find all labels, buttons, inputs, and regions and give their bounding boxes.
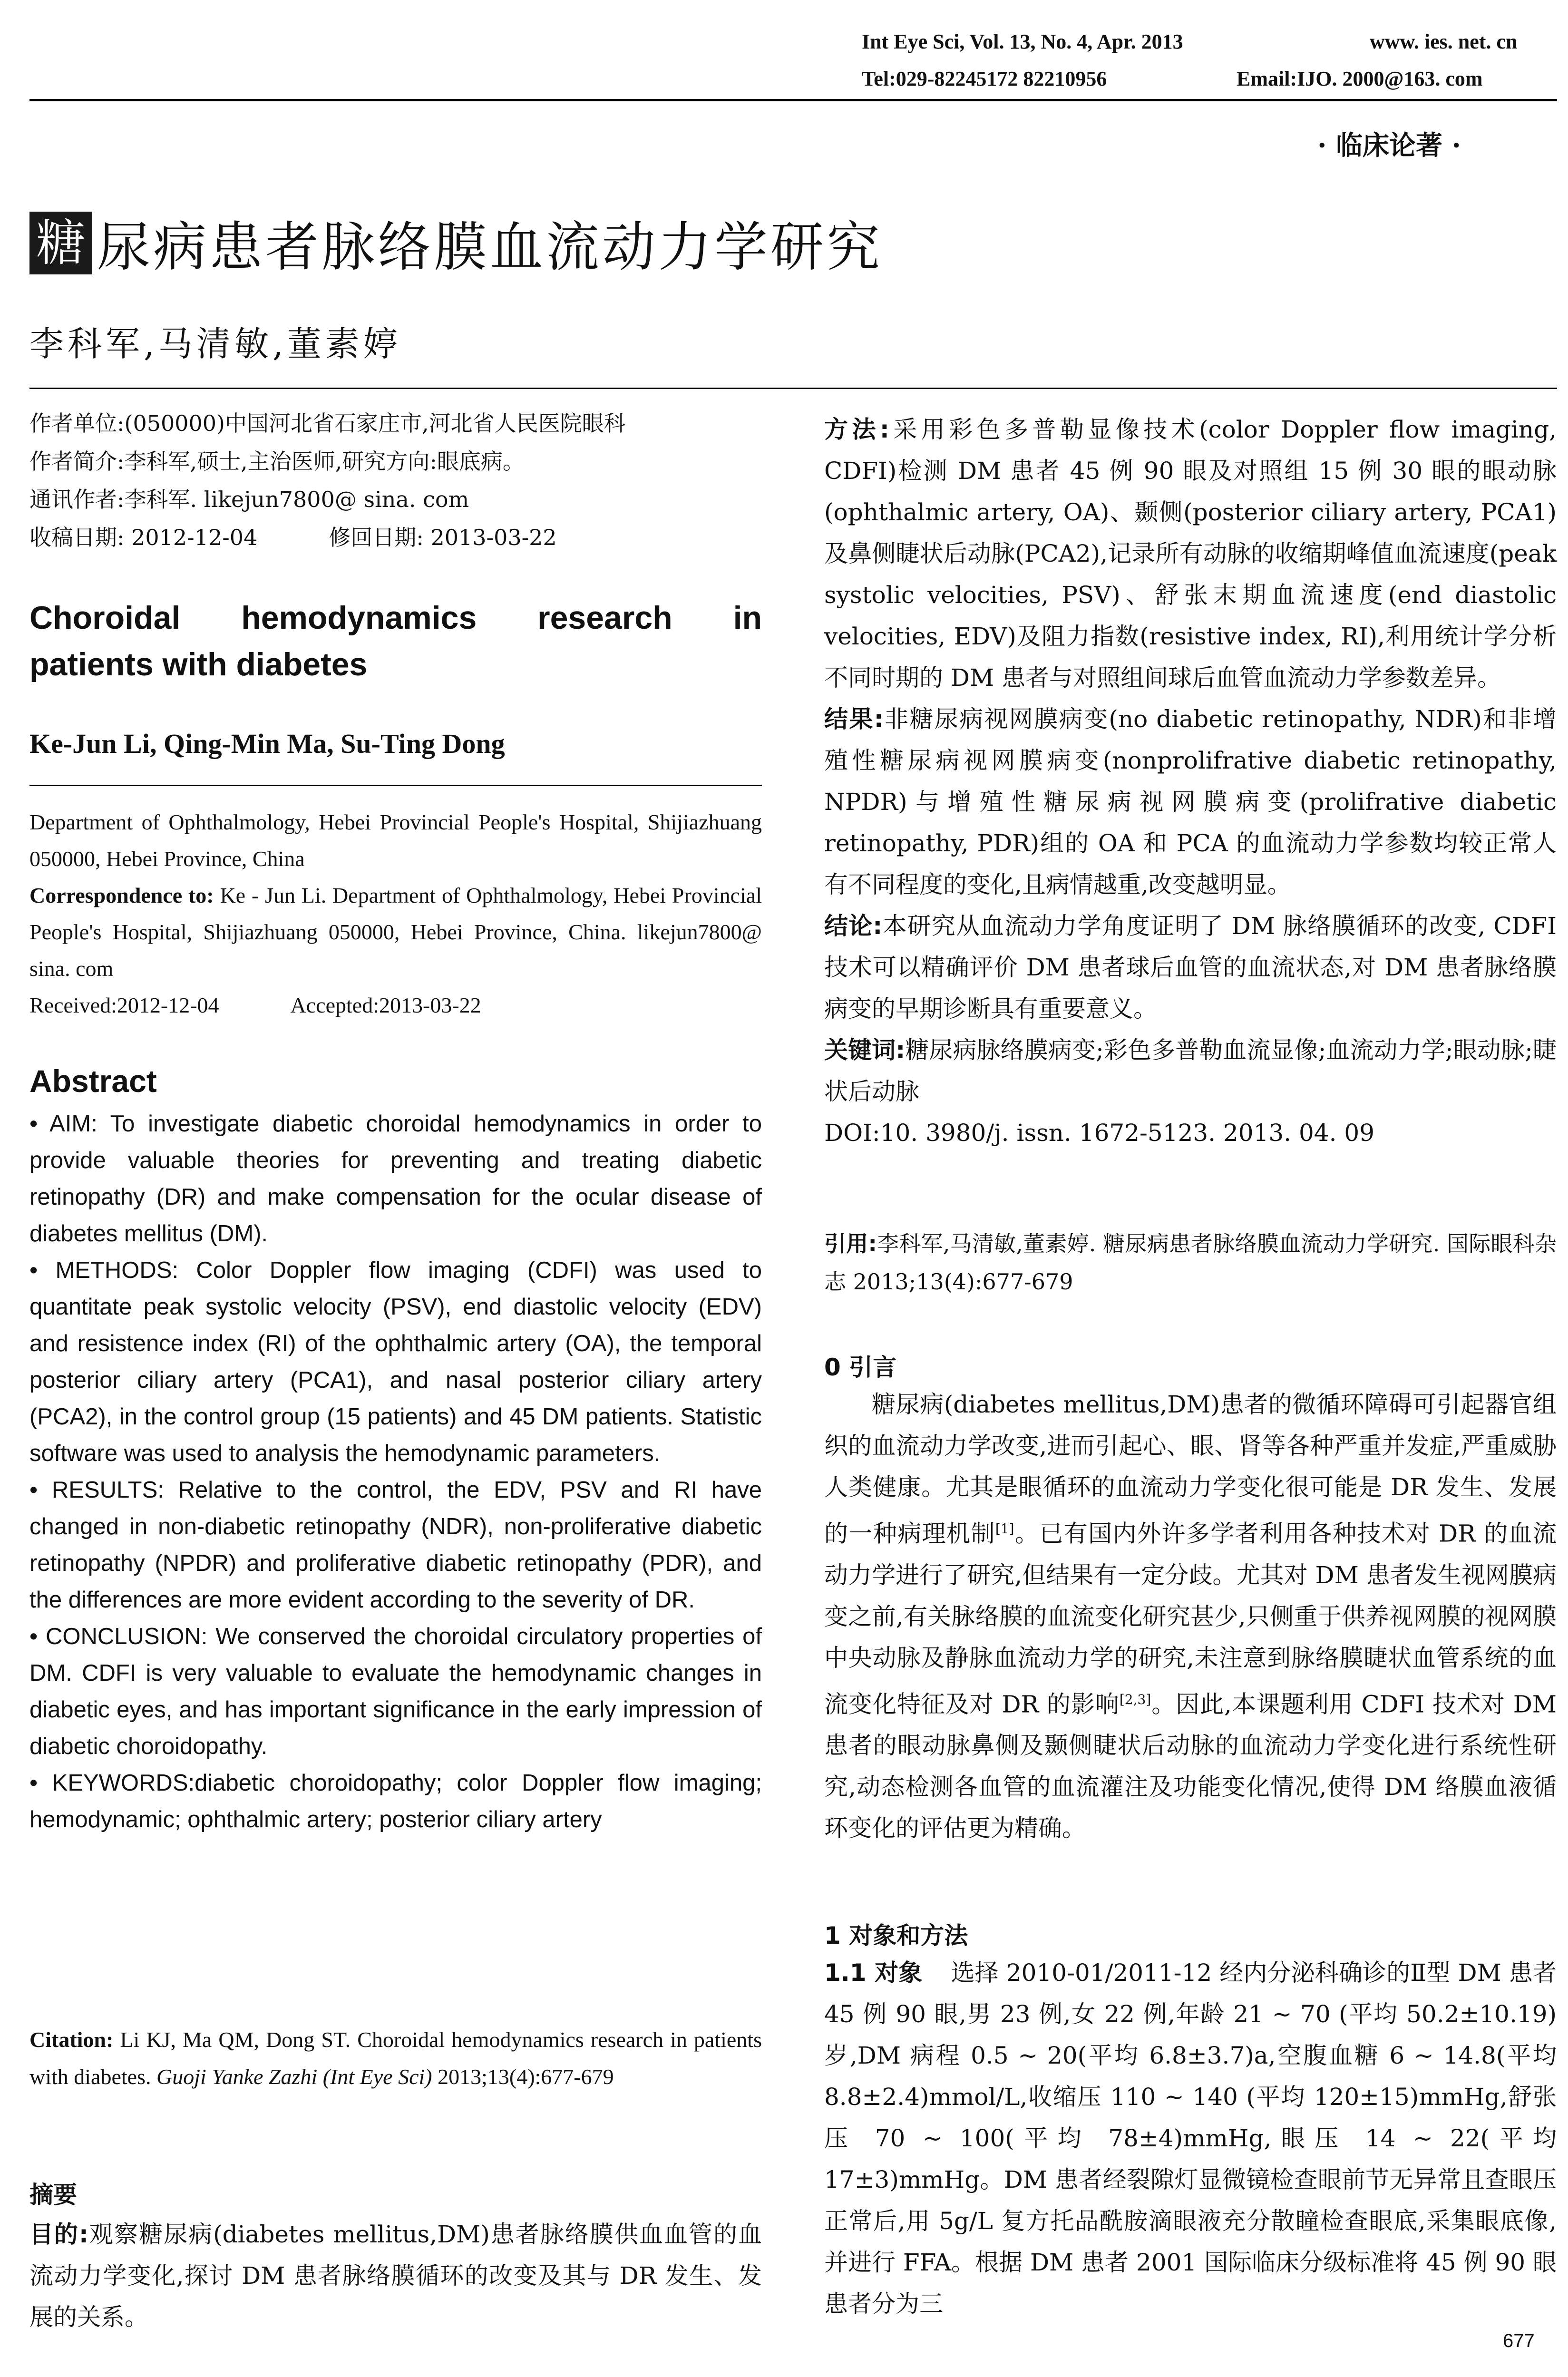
cn-result-label: 结果: [824, 705, 884, 733]
cn-conclusion [824, 906, 1557, 1030]
intro-p1: 糖尿病(diabetes mellitus,DM)患者的微循环障碍可引起器官组织的血流动力学改变,进而引起心、眼、肾等各种严重并发症,严重威胁人类健康。尤其是眼循环的血流动力学变化很可能是 DR 发生、发展的一种病理机制 [824, 1391, 1557, 1548]
citation-en [29, 2021, 762, 2095]
intro-ref2: [2,3] [1119, 1691, 1151, 1707]
cn-conclusion-label: 结论: [824, 912, 883, 940]
dates-en [29, 987, 762, 1023]
abstract-methods [29, 1252, 762, 1472]
meta-unit: 作者单位:(050000)中国河北省石家庄市,河北省人民医院眼科 [29, 410, 626, 436]
meta-contact: 通讯作者:李科军. likejun7800@ sina. com [29, 487, 469, 512]
methods-body [824, 1952, 1557, 2325]
cn-result-text: 非糖尿病视网膜病变(no diabetic retinopathy, NDR)和非增殖性糖尿病视网膜病变(nonprolifrative diabetic retinopathy, NPDR)与增殖性糖尿病视网膜病变(prolifrative diabetic retinopathy, PDR)组的 OA 和 PCA 的血流动力学参数均较正常人有不同程度的变化,且病情越重,改变越明显。 [824, 705, 1557, 898]
intro-body [824, 1384, 1557, 1849]
cn-keywords-text: 糖尿病脉络膜病变;彩色多普勒血流显像;血流动力学;眼动脉;睫状后动脉 [824, 1036, 1557, 1105]
doi: DOI:10. 3980/j. issn. 1672-5123. 2013. 04. 09 [824, 1119, 1375, 1147]
title-text: 尿病患者脉络膜血流动力学研究 [97, 216, 883, 278]
methods-subjects [824, 1952, 1557, 2325]
accepted-en: Accepted:2013-03-22 [290, 993, 481, 1017]
cn-conclusion-text: 本研究从血流动力学角度证明了 DM 脉络膜循环的改变, CDFI 技术可以精确评价 DM 患者球后血管的血流状态,对 DM 患者脉络膜病变的早期诊断具有重要意义。 [824, 912, 1557, 1023]
correspondence [29, 877, 762, 987]
keywords-text: diabetic choroidopathy; color Doppler flow imaging; hemodynamic; ophthalmic artery; posterior ciliary artery [29, 1770, 762, 1832]
citation-journal: Guoji Yanke Zazhi (Int Eye Sci) [156, 2065, 432, 2089]
title-rule [29, 388, 1557, 389]
conclusion-text: We conserved the choroidal circulatory properties of DM. CDFI is very valuable to evaluate the hemodynamic changes in diabetic eyes, and has important significance in the early impression of diabetic choroidopathy. [29, 1624, 762, 1759]
cn-result [824, 699, 1557, 906]
article-category: · 临床论著 · [1317, 130, 1461, 161]
meta-dates [29, 518, 762, 556]
methods-label: • METHODS: [29, 1257, 179, 1283]
author-rule [29, 785, 762, 786]
keywords-label: • KEYWORDS: [29, 1770, 195, 1796]
cn-keywords-label: 关键词: [824, 1036, 906, 1064]
aim-label: • AIM: [29, 1111, 97, 1137]
english-title [29, 594, 762, 688]
citation-text1: Li KJ, Ma QM, Dong ST. Choroidal hemodynamics research in patients with diabetes. [29, 2027, 762, 2089]
english-title-line2: patients with diabetes [29, 646, 368, 682]
intro-p2: 。已有国内外许多学者利用各种技术对 DR 的血流动力学进行了研究,但结果有一定分歧。尤其对 DM 患者发生视网膜病变之前,有关脉络膜的血流变化研究甚少,只侧重于供养视网膜的视网膜中央动脉及静脉血流动力学的研究,未注意到脉络膜睫状血管系统的血流变化特征及对 DR 的影响 [824, 1520, 1557, 1718]
cn-citation-text: 李科军,马清敏,董素婷. 糖尿病患者脉络膜血流动力学研究. 国际眼科杂志 2013;13(4):677-679 [824, 1231, 1557, 1295]
authors-cn: 李科军,马清敏,董素婷 [29, 324, 401, 364]
abstract-heading: Abstract [29, 1063, 157, 1099]
journal-email: Email:IJO. 2000@163. com [1237, 67, 1483, 90]
english-title-line1: Choroidal hemodynamics research in [29, 600, 762, 636]
affiliation-block [29, 804, 762, 1023]
english-authors: Ke-Jun Li, Qing-Min Ma, Su-Ting Dong [29, 728, 505, 759]
cn-keywords [824, 1030, 1557, 1112]
abstract-keywords [29, 1765, 762, 1838]
methods-heading: 1 对象和方法 [824, 1922, 968, 1949]
article-title [29, 205, 883, 281]
header-rule [29, 99, 1557, 101]
abstract-results [29, 1472, 762, 1618]
results-text: Relative to the control, the EDV, PSV and RI have changed in non-diabetic retinopathy (NDR), non-proliferative diabetic retinopathy (NPDR) and proliferative diabetic retinopathy (PDR), and the differences are more evident according to the severity of DR. [29, 1477, 762, 1613]
methods-text: 选择 2010-01/2011-12 经内分泌科确诊的Ⅱ型 DM 患者 45 例 90 眼,男 23 例,女 22 例,年龄 21 ~ 70 (平均 50.2±10.19)岁,DM 病程 0.5 ~ 20(平均 6.8±3.7)a,空腹血糖 6 ~ 14.8(平均 8.8±2.4)mmol/L,收缩压 110 ~ 140 (平均 120±15)mmHg,舒张压 70 ~ 100(平均 78±4)mmHg,眼压 14 ~ 22(平均 17±3)mmHg。DM 患者经裂隙灯显微镜检查眼前节无异常且查眼压正常后,用 5g/L 复方托品酰胺滴眼液充分散瞳检查眼底,采集眼底像,并进行 FFA。根据 DM 患者 2001 国际临床分级标准将 45 例 90 眼患者分为三 [824, 1959, 1557, 2318]
results-label: • RESULTS: [29, 1477, 164, 1503]
journal-website: www. ies. net. cn [1370, 30, 1518, 53]
intro-heading: 0 引言 [824, 1354, 897, 1381]
meta-intro: 作者简介:李科军,硕士,主治医师,研究方向:眼底病。 [29, 448, 525, 474]
citation-label: Citation: [29, 2027, 114, 2052]
cn-method-text: 采用彩色多普勒显像技术(color Doppler flow imaging, CDFI)检测 DM 患者 45 例 90 眼及对照组 15 例 30 眼的眼动脉(ophthalmic artery, OA)、颞侧(posterior ciliary artery, PCA1)及鼻侧睫状后动脉(PCA2),记录所有动脉的收缩期峰值血流速度(peak systolic velocities, PSV)、舒张末期血流速度(end diastolic velocities, EDV)及阻力指数(resistive index, RI),利用统计学分析不同时期的 DM 患者与对照组间球后血管血流动力学参数差异。 [824, 416, 1557, 692]
abstract-conclusion [29, 1618, 762, 1765]
cn-citation [824, 1225, 1557, 1301]
cn-citation-label: 引用: [824, 1231, 877, 1257]
cn-method [824, 409, 1557, 699]
meta-cn [29, 404, 762, 556]
intro-paragraph [824, 1384, 1557, 1849]
cn-aim-label: 目的: [29, 2221, 89, 2248]
received-en: Received:2012-12-04 [29, 993, 219, 1017]
aim-text: To investigate diabetic choroidal hemodynamics in order to provide valuable theories for preventing and treating diabetic retinopathy (DR) and make compensation for the ocular disease of diabetes mellitus (DM). [29, 1111, 762, 1247]
methods-text: Color Doppler flow imaging (CDFI) was used to quantitate peak systolic velocity (PSV), end diastolic velocity (EDV) and resistence index (RI) of the ophthalmic artery (OA), the temporal posterior ciliary artery (PCA1), and nasal posterior ciliary artery (PCA2), in the control group (15 patients) and 45 DM patients. Statistic software was used to analysis the hemodynamic parameters. [29, 1257, 762, 1466]
correspondence-label: Correspondence to: [29, 883, 214, 907]
page-number: 677 [1503, 2330, 1535, 2351]
correspondence-text: Ke - Jun Li. Department of Ophthalmology, Hebei Provincial People's Hospital, Shijiazhuang 050000, Hebei Province, China. likejun7800@ sina. com [29, 883, 762, 981]
meta-revised: 修回日期: 2013-03-22 [329, 525, 557, 550]
journal-line: Int Eye Sci, Vol. 13, No. 4, Apr. 2013 [862, 30, 1183, 53]
abstract-body [29, 1106, 762, 1838]
title-first-char: 糖 [29, 212, 92, 274]
cn-aim-text: 观察糖尿病(diabetes mellitus,DM)患者脉络膜供血血管的血流动力学变化,探讨 DM 患者脉络膜循环的改变及其与 DR 发生、发展的关系。 [29, 2221, 762, 2331]
journal-tel: Tel:029-82245172 82210956 [862, 67, 1107, 90]
conclusion-label: • CONCLUSION: [29, 1624, 208, 1649]
meta-received: 收稿日期: 2012-12-04 [29, 525, 258, 550]
cn-abstract-heading: 摘要 [29, 2181, 77, 2209]
methods-sub-label: 1.1 对象 [824, 1959, 923, 1987]
affiliation: Department of Ophthalmology, Hebei Provincial People's Hospital, Shijiazhuang 050000, Hebei Province, China [29, 810, 762, 871]
cn-abstract-aim [29, 2214, 762, 2338]
abstract-aim [29, 1106, 762, 1252]
intro-p3: 。因此,本课题利用 CDFI 技术对 DM 患者的眼动脉鼻侧及颞侧睫状后动脉的血流动力学变化进行系统性研究,动态检测各血管的血流灌注及功能变化情况,使得 DM 络膜血液循环变化的评估更为精确。 [824, 1690, 1557, 1842]
cn-method-label: 方法: [824, 416, 889, 443]
cn-abstract-continued [824, 409, 1557, 1154]
citation-text2: 2013;13(4):677-679 [432, 2065, 614, 2089]
intro-ref1: [1] [995, 1521, 1014, 1537]
